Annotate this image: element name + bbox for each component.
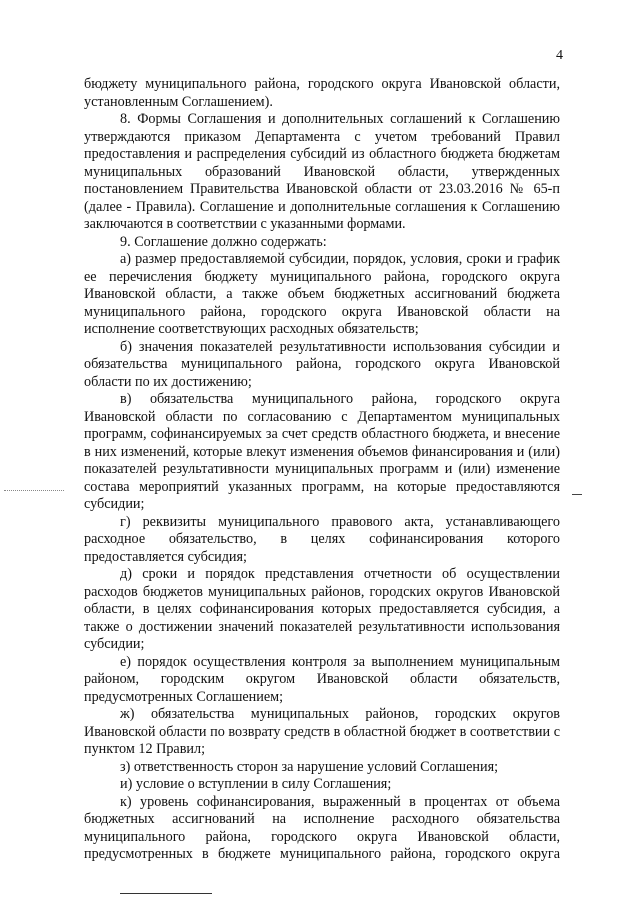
paragraph-item-8-forms: 8. Формы Соглашения и дополнительных соглашений к Соглашению утверждаются приказом Департамента с учетом требований Правил предоставления и распределения субсидий из областного бюджета бюджетам муниципальных образований Ивановской области, утвержденных постановлением Правительства Ивановской области от 23.03.2016 № 65-п (далее - Правила). Соглашение и дополнительные соглашения к Соглашению заключаются в соответствии с указанными формами. bbox=[84, 111, 560, 232]
list-item-k: к) уровень софинансирования, выраженный в процентах от объема бюджетных ассигнований на исполнение расходного обязательства муниципального района, городского округа Ивановской области, предусмотренных в бюджете муниципального района, городского округа bbox=[84, 793, 560, 862]
list-item-z: з) ответственность сторон за нарушение условий Соглашения; bbox=[120, 758, 499, 775]
scan-artifact-left bbox=[4, 490, 64, 491]
list-item-a: а) размер предоставляемой субсидии, порядок, условия, сроки и график ее перечисления бюджету муниципального района, городского округа Ивановской области, а также объем бюджетных ассигнований бюджета муниципального района, городского округа Ивановской области на исполнение соответствующих расходных обязательств; bbox=[84, 251, 560, 337]
paragraph-item-9-intro: 9. Соглашение должно содержать: bbox=[120, 233, 327, 250]
document-body bbox=[84, 76, 560, 864]
list-item-g: г) реквизиты муниципального правового акта, устанавливающего расходное обязательство, в целях софинансирования которого предоставляется субсидия; bbox=[84, 513, 560, 565]
list-item-e: е) порядок осуществления контроля за выполнением муниципальным районом, городским округом Ивановской области обязательств, предусмотренных Соглашением; bbox=[84, 653, 560, 705]
scan-artifact-right bbox=[572, 494, 582, 495]
list-item-b: б) значения показателей результативности использования субсидии и обязательства муниципального района, городского округа Ивановской области по их достижению; bbox=[84, 338, 560, 390]
list-item-zh: ж) обязательства муниципальных районов, городских округов Ивановской области по возврату средств в областной бюджет в соответствии с пунктом 12 Правил; bbox=[84, 706, 560, 757]
list-item-d: д) сроки и порядок представления отчетности об осуществлении расходов бюджетов муниципальных районов, городских округов Ивановской области, в целях софинансирования которых предоставляется субсидия, а также о достижении значений показателей результативности использования субсидии; bbox=[84, 566, 560, 652]
list-item-i: и) условие о вступлении в силу Соглашения; bbox=[120, 776, 392, 792]
paragraph-continuation: бюджету муниципального района, городского округа Ивановской области, установленным Соглашением). bbox=[84, 76, 560, 110]
list-item-v: в) обязательства муниципального района, городского округа Ивановской области по согласованию с Департаментом муниципальных программ, софинансируемых за счет средств областного бюджета, и внесение в них изменений, которые влекут изменения объемов финансирования и (или) показателей результативности муниципальных программ и (или) изменение состава мероприятий указанных программ, на которые предоставляются субсидии; bbox=[84, 391, 560, 512]
footer-rule bbox=[120, 893, 212, 894]
page-number: 4 bbox=[556, 48, 563, 63]
